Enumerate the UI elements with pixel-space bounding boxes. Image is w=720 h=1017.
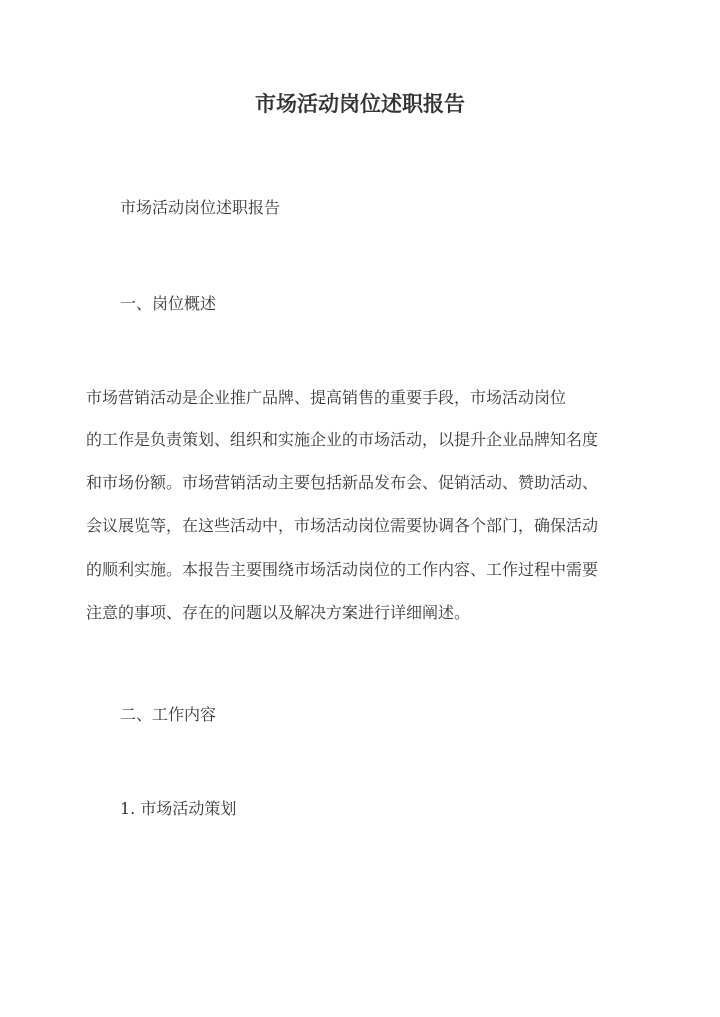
subsection-heading-activity-planning: 1. 市场活动策划	[120, 799, 237, 818]
document-title: 市场活动岗位述职报告	[255, 91, 465, 116]
section-heading-work-content: 二、工作内容	[120, 705, 217, 724]
paragraph-line: 注意的事项、存在的问题以及解决方案进行详细阐述。	[86, 603, 471, 622]
document-subtitle: 市场活动岗位述职报告	[120, 198, 281, 217]
paragraph-line: 市场营销活动是企业推广品牌、提高销售的重要手段，市场活动岗位	[86, 388, 567, 407]
paragraph-line: 会议展览等，在这些活动中，市场活动岗位需要协调各个部门，确保活动	[86, 516, 599, 535]
section-heading-overview: 一、岗位概述	[120, 294, 217, 313]
paragraph-line: 的工作是负责策划、组织和实施企业的市场活动，以提升企业品牌知名度	[86, 430, 599, 449]
paragraph-line: 和市场份额。市场营销活动主要包括新品发布会、促销活动、赞助活动、	[86, 473, 599, 492]
paragraph-line: 的顺利实施。本报告主要围绕市场活动岗位的工作内容、工作过程中需要	[86, 560, 599, 579]
